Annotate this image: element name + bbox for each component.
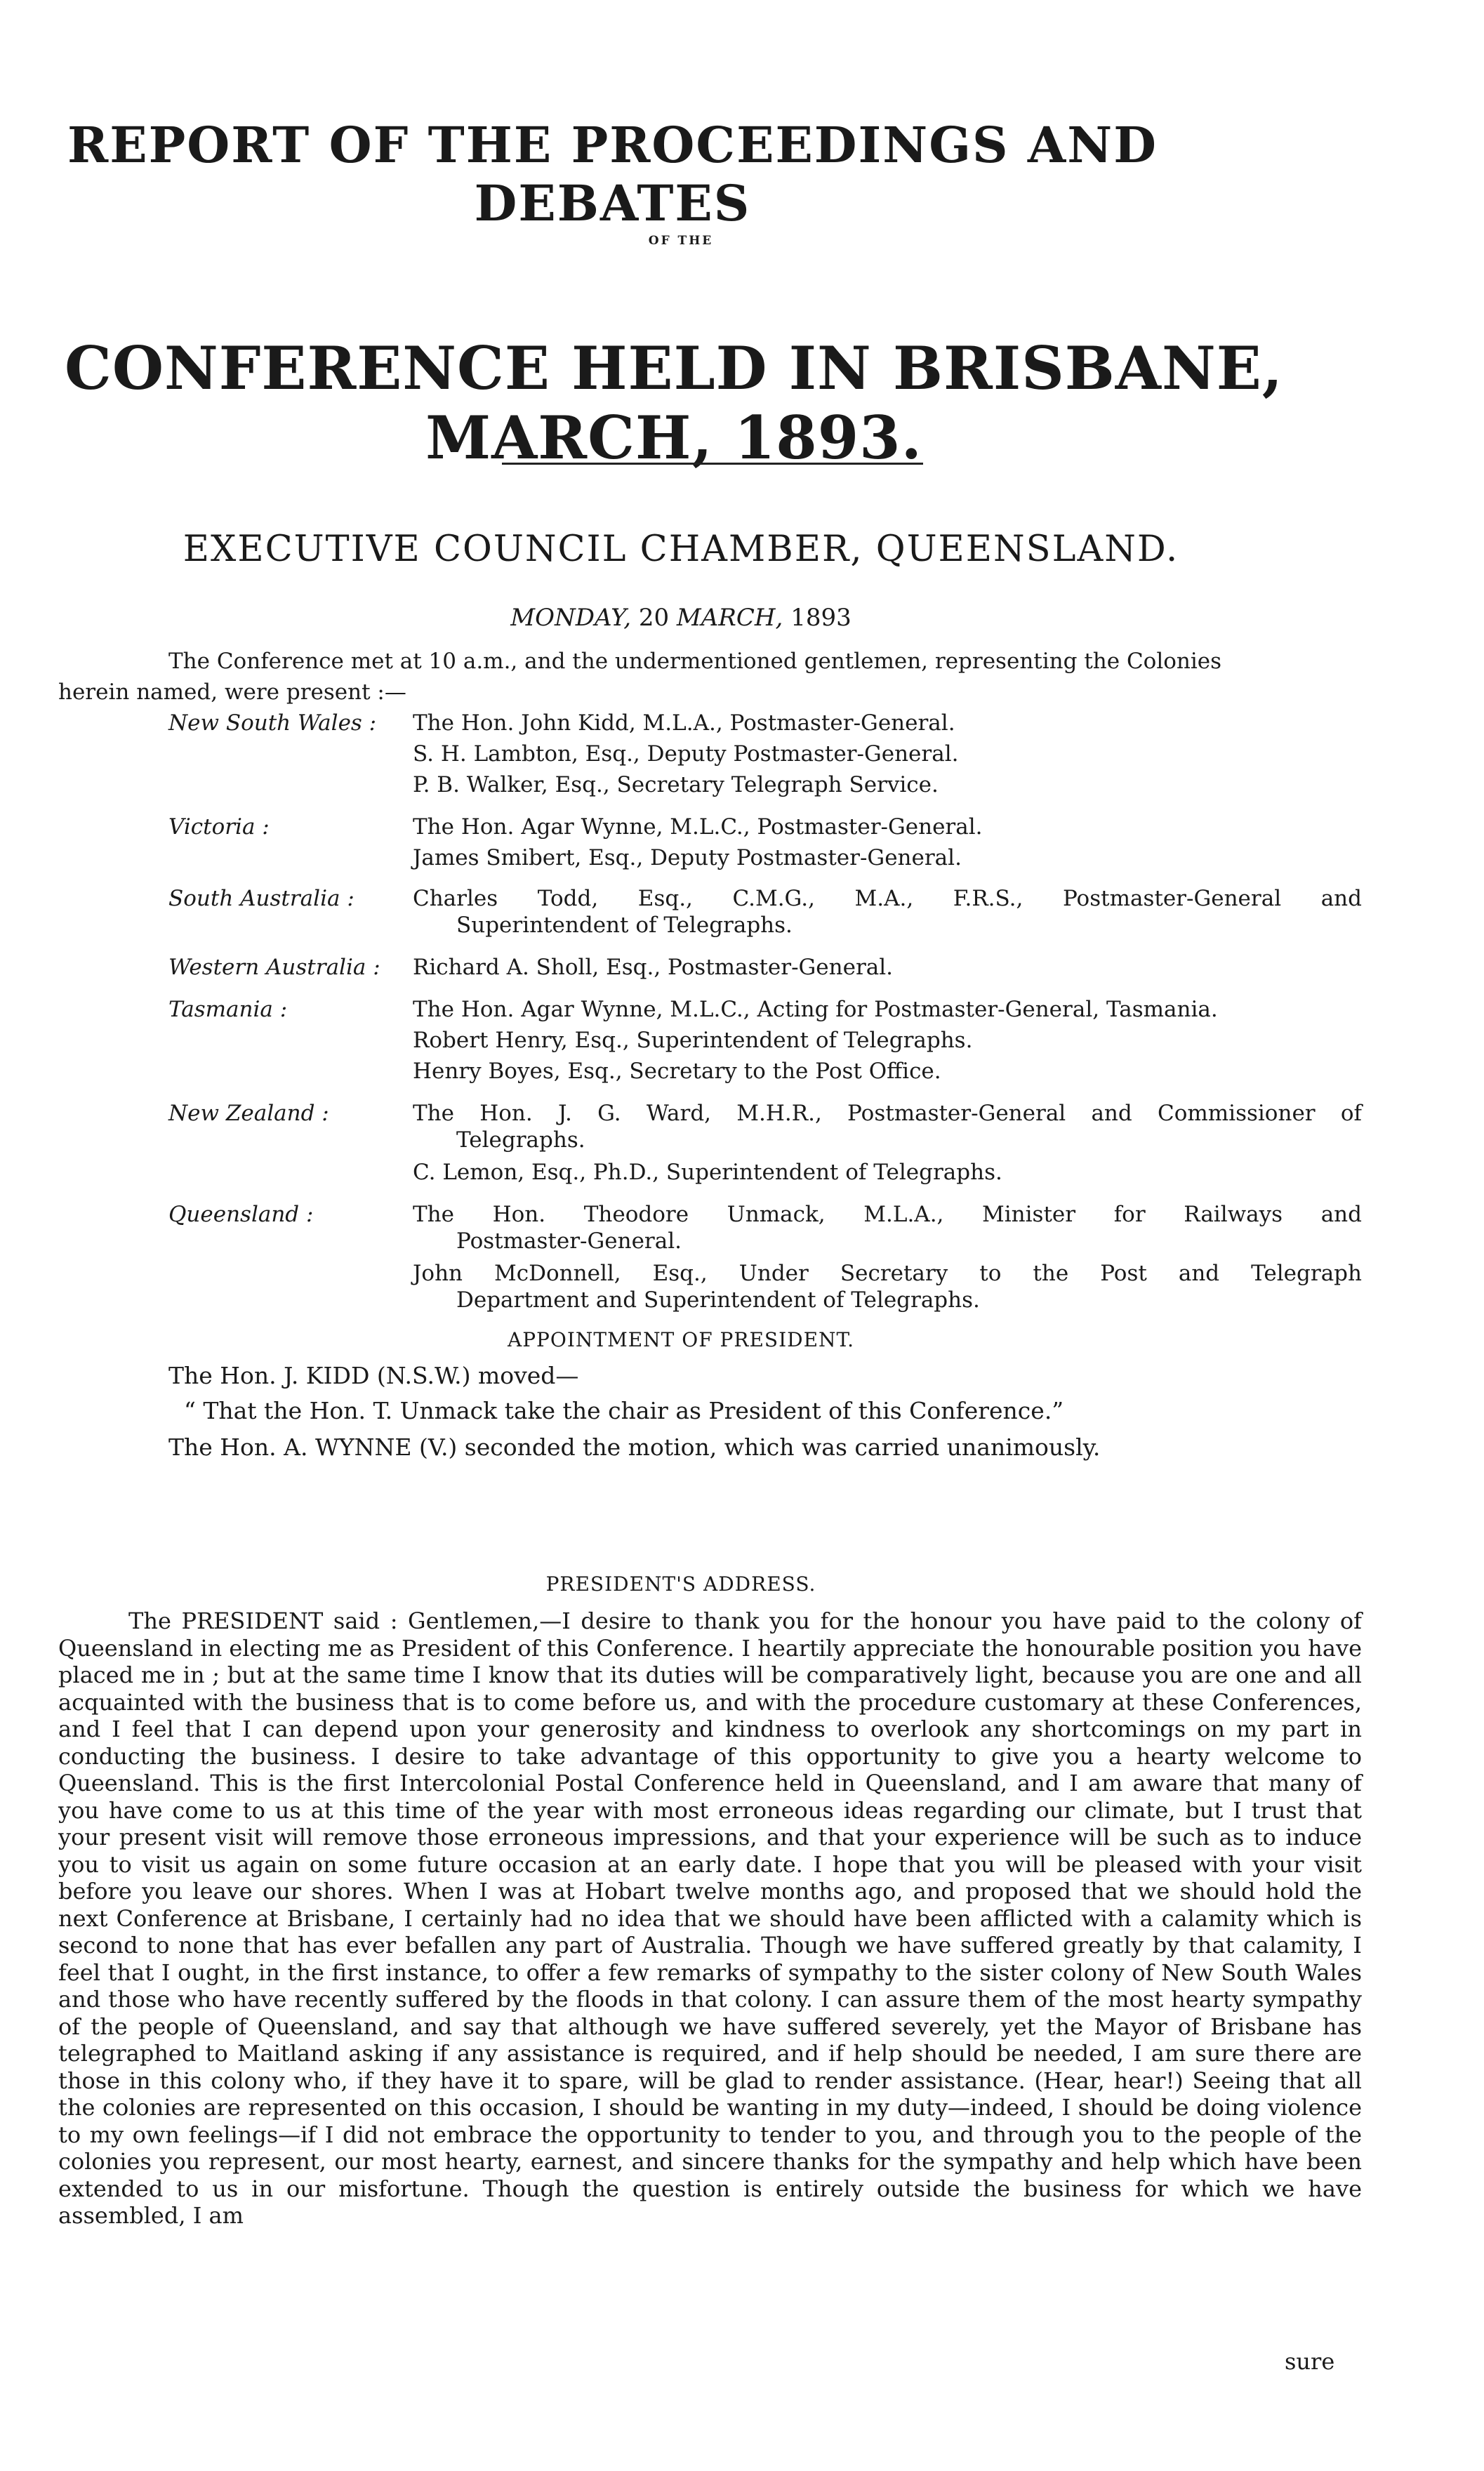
representative-line: Henry Boyes, Esq., Secretary to the Post Office.	[413, 1059, 941, 1084]
motion-moved: The Hon. J. KIDD (N.S.W.) moved—	[168, 1362, 579, 1389]
conference-title: CONFERENCE HELD IN BRISBANE, MARCH, 1893.	[64, 333, 1284, 472]
title-connector: OF THE	[648, 234, 714, 248]
representative-line: The Hon. Agar Wynne, M.L.C., Postmaster-General.	[413, 814, 983, 840]
representative-line: The Hon. Agar Wynne, M.L.C., Acting for Postmaster-General, Tasmania.	[413, 997, 1218, 1022]
date-month: MARCH,	[676, 604, 783, 632]
attendance-intro-line-1: The Conference met at 10 a.m., and the undermentioned gentlemen, representing the Colonies	[168, 649, 1222, 674]
motion-seconded: The Hon. A. WYNNE (V.) seconded the motion, which was carried unanimously.	[168, 1433, 1101, 1461]
representative-line: The Hon. John Kidd, M.L.A., Postmaster-General.	[413, 710, 955, 736]
representative-line: Charles Todd, Esq., C.M.G., M.A., F.R.S., Postmaster-General and	[413, 886, 1362, 911]
colony-label-new-zealand: New Zealand :	[168, 1101, 329, 1126]
representative-line: P. B. Walker, Esq., Secretary Telegraph Service.	[413, 772, 939, 797]
representative-line: Richard A. Sholl, Esq., Postmaster-General.	[413, 955, 894, 980]
date-year: 1893	[790, 604, 852, 632]
date-number: 20	[638, 604, 670, 632]
colony-label-victoria: Victoria :	[168, 814, 270, 840]
motion-text: “ That the Hon. T. Unmack take the chair as President of this Conference.”	[184, 1397, 1064, 1424]
colony-label-south-australia: South Australia :	[168, 886, 355, 911]
colony-label-tasmania: Tasmania :	[168, 997, 288, 1022]
representative-line: The Hon. Theodore Unmack, M.L.A., Minister for Railways and	[413, 1202, 1362, 1227]
appointment-heading: APPOINTMENT OF PRESIDENT.	[507, 1328, 854, 1351]
address-heading: PRESIDENT'S ADDRESS.	[545, 1572, 816, 1596]
colony-label-queensland: Queensland :	[168, 1202, 314, 1227]
representative-line: John McDonnell, Esq., Under Secretary to the Post and Telegraph	[413, 1261, 1362, 1286]
representative-line-continuation: Superintendent of Telegraphs.	[456, 913, 793, 938]
chamber-heading: EXECUTIVE COUNCIL CHAMBER, QUEENSLAND.	[183, 529, 1179, 570]
representative-line: The Hon. J. G. Ward, M.H.R., Postmaster-General and Commissioner of	[413, 1101, 1362, 1126]
president-address-paragraph	[58, 1608, 1362, 2230]
representative-line: James Smibert, Esq., Deputy Postmaster-General.	[413, 845, 962, 870]
report-title: REPORT OF THE PROCEEDINGS AND DEBATES	[67, 116, 1158, 232]
page-catchword: sure	[1285, 2348, 1335, 2375]
representative-line: S. H. Lambton, Esq., Deputy Postmaster-General.	[413, 741, 959, 767]
representative-line: C. Lemon, Esq., Ph.D., Superintendent of Telegraphs.	[413, 1160, 1002, 1185]
attendance-intro-line-2: herein named, were present :—	[58, 680, 406, 705]
address-text: said : Gentlemen,—I desire to thank you for the honour you have paid to the colony of Queensland in electing me as President of this Conference. I heartily appreciate the honourable position you have placed me in ; but at the same time I know that its duties will be comparatively light, because you are one and all acquainted with the business that is to come before us, and with the procedure customary at these Conferences, and I feel that I can depend upon your generosity and kindness to overlook any shortcomings on my part in conducting the business. I desire to take advantage of this opportunity to give you a hearty welcome to Queensland. This is the first Intercolonial Postal Conference held in Queensland, and I am aware that many of you have come to us at this time of the year with most erroneous ideas regarding our climate, but I trust that your present visit will remove those erroneous impressions, and that your experience will be such as to induce you to visit us again on some future occasion at an early date. I hope that you will be pleased with your visit before you leave our shores. When I was at Hobart twelve months ago, and proposed that we should hold the next Conference at Brisbane, I certainly had no idea that we should have been afflicted with a calamity which is second to none that has ever befallen any part of Australia. Though we have suffered greatly by that calamity, I feel that I ought, in the first instance, to offer a few remarks of sympathy to the sister colony of New South Wales and those who have recently suffered by the floods in that colony. I can assure them of the most hearty sympathy of the people of Queensland, and say that although we have suffered severely, yet the Mayor of Brisbane has telegraphed to Maitland asking if any assistance is required, and if help should be needed, I am sure there are those in this colony who, if they have it to spare, will be glad to render assistance. (Hear, hear!) Seeing that all the colonies are represented on this occasion, I should be wanting in my duty—indeed, I should be doing violence to my own feelings—if I did not embrace the opportunity to tender to you, and through you to the people of the colonies you represent, our most hearty, earnest, and sincere thanks for the sympathy and help which have been extended to us in our misfortune. Though the question is entirely outside the business for which we have assembled, I am	[58, 1608, 1363, 2229]
session-date	[0, 604, 1362, 632]
representative-line-continuation: Postmaster-General.	[456, 1228, 682, 1254]
representative-line-continuation: Department and Superintendent of Telegraphs.	[456, 1287, 980, 1313]
title-divider-rule	[502, 463, 923, 465]
representative-line-continuation: Telegraphs.	[456, 1127, 585, 1153]
colony-label-western-australia: Western Australia :	[168, 955, 380, 980]
colony-label-new-south-wales: New South Wales :	[168, 710, 377, 736]
representative-line: Robert Henry, Esq., Superintendent of Telegraphs.	[413, 1028, 973, 1053]
date-day: MONDAY,	[510, 604, 632, 632]
address-speaker: The PRESIDENT	[128, 1608, 324, 1634]
